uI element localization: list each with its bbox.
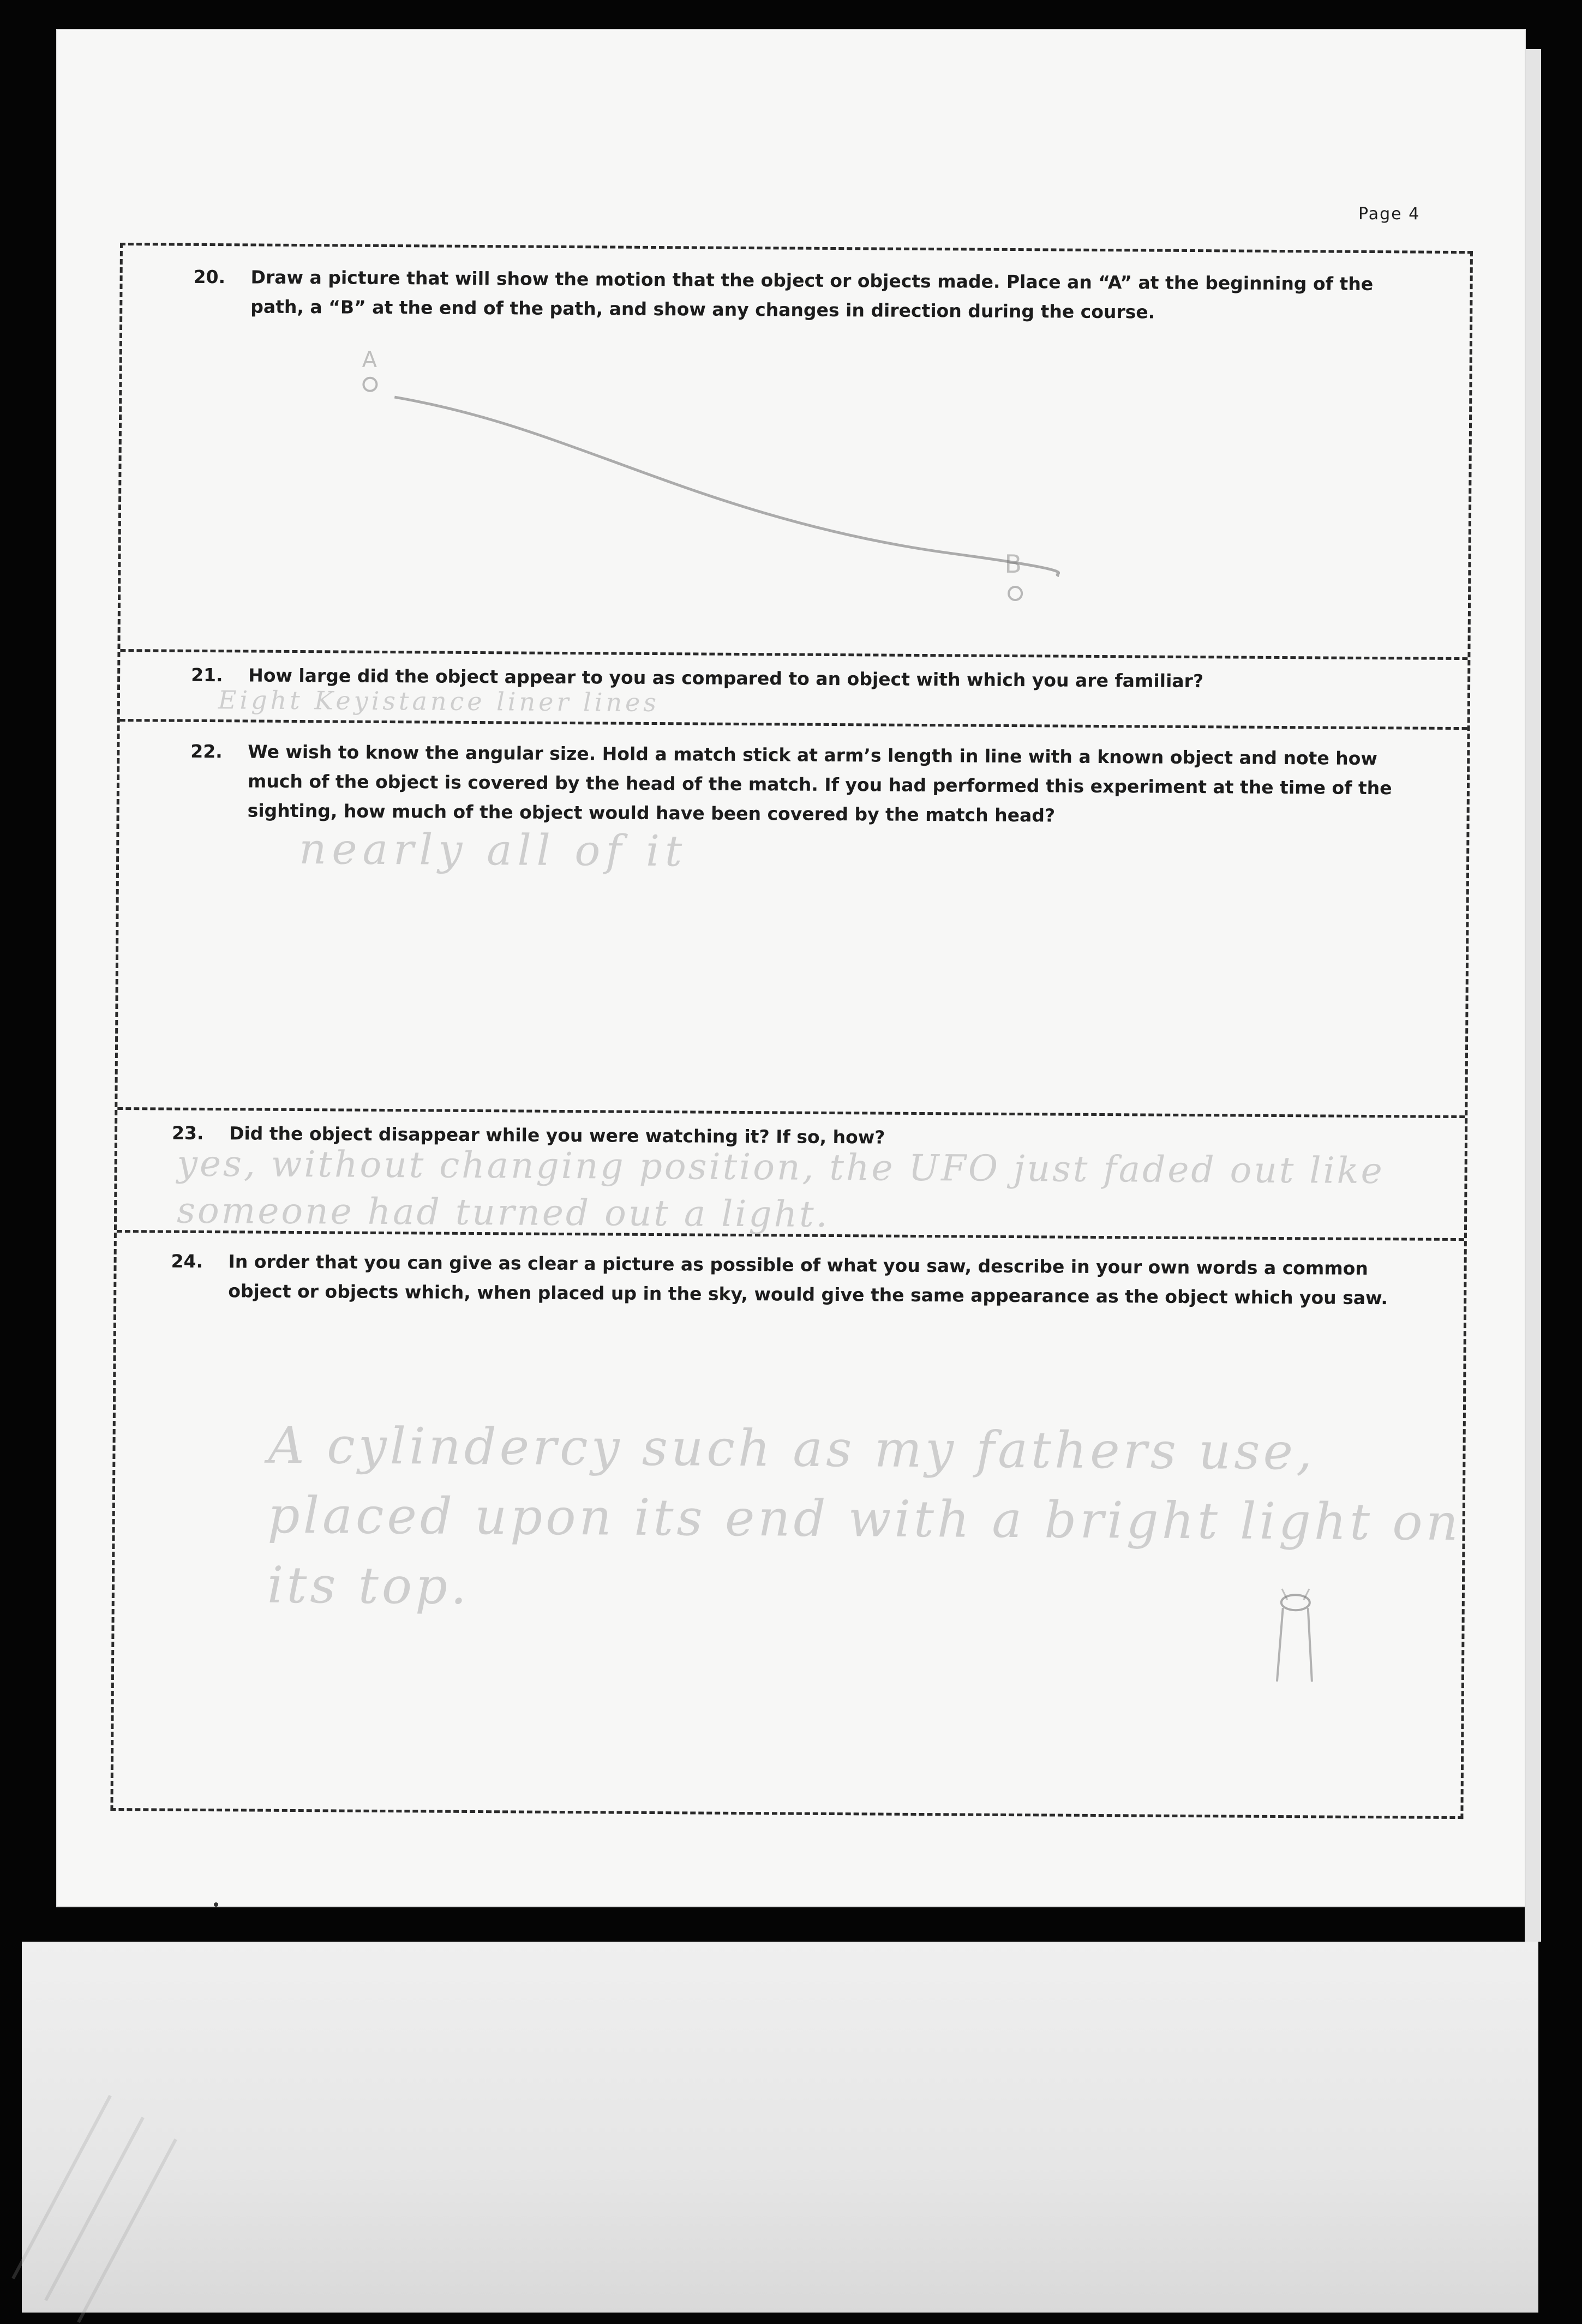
question-number: 21. bbox=[191, 664, 223, 686]
cylinder-sketch bbox=[1265, 1586, 1326, 1696]
question-number: 23. bbox=[171, 1122, 204, 1144]
question-text: How large did the object appear to you as compared to an object with which you are familiar? bbox=[248, 664, 1204, 692]
question-number: 22. bbox=[190, 740, 223, 762]
handwritten-answer-22: nearly all of it bbox=[298, 825, 688, 876]
path-end-label: B bbox=[1004, 549, 1022, 579]
section-divider bbox=[117, 1107, 1465, 1118]
handwritten-answer-21: Eight Keyistance liner lines bbox=[218, 685, 660, 718]
question-text: Draw a picture that will show the motion that the object or objects made. Place an “A” at the beginning of the path, a “B” at the end of the path, and show any changes in direction during the course. bbox=[250, 266, 1374, 323]
motion-path-line bbox=[393, 397, 1060, 575]
question-number: 24. bbox=[171, 1250, 203, 1272]
page-number: Page 4 bbox=[1358, 205, 1421, 224]
question-text: We wish to know the angular size. Hold a match stick at arm’s length in line with a known object and note how much of the object is covered by the head of the match. If you had performed this experiment at the time of the sighting, how much of the object would have been covered by the match head? bbox=[247, 741, 1392, 826]
handwritten-answer-24: A cylindercy such as my fathers use, placed upon its end with a bright light on its top. bbox=[267, 1416, 1462, 1616]
question-24 bbox=[171, 1247, 1399, 1313]
handwritten-answer-23: yes, without changing position, the UFO just faded out like someone had turned out a light. bbox=[176, 1142, 1385, 1235]
section-divider bbox=[120, 719, 1467, 730]
question-text: Did the object disappear while you were watching it? If so, how? bbox=[229, 1122, 885, 1148]
cylinder-right-side bbox=[1308, 1608, 1313, 1682]
cylinder-left-side bbox=[1277, 1608, 1283, 1682]
path-start-label: A bbox=[362, 347, 377, 373]
questionnaire-box bbox=[110, 243, 1473, 1819]
question-22 bbox=[190, 737, 1418, 833]
film-margin bbox=[22, 1942, 1538, 2313]
motion-path-drawing bbox=[120, 245, 1475, 657]
film-edge bbox=[1525, 49, 1541, 1942]
question-number: 20. bbox=[193, 266, 226, 288]
question-text: In order that you can give as clear a picture as possible of what you saw, describe in your own words a common object or objects which, when placed up in the sky, would give the same appearance as the object which you saw. bbox=[228, 1251, 1388, 1309]
film-speck bbox=[214, 1902, 218, 1907]
path-end-point bbox=[1009, 587, 1022, 600]
path-start-point bbox=[363, 378, 376, 391]
